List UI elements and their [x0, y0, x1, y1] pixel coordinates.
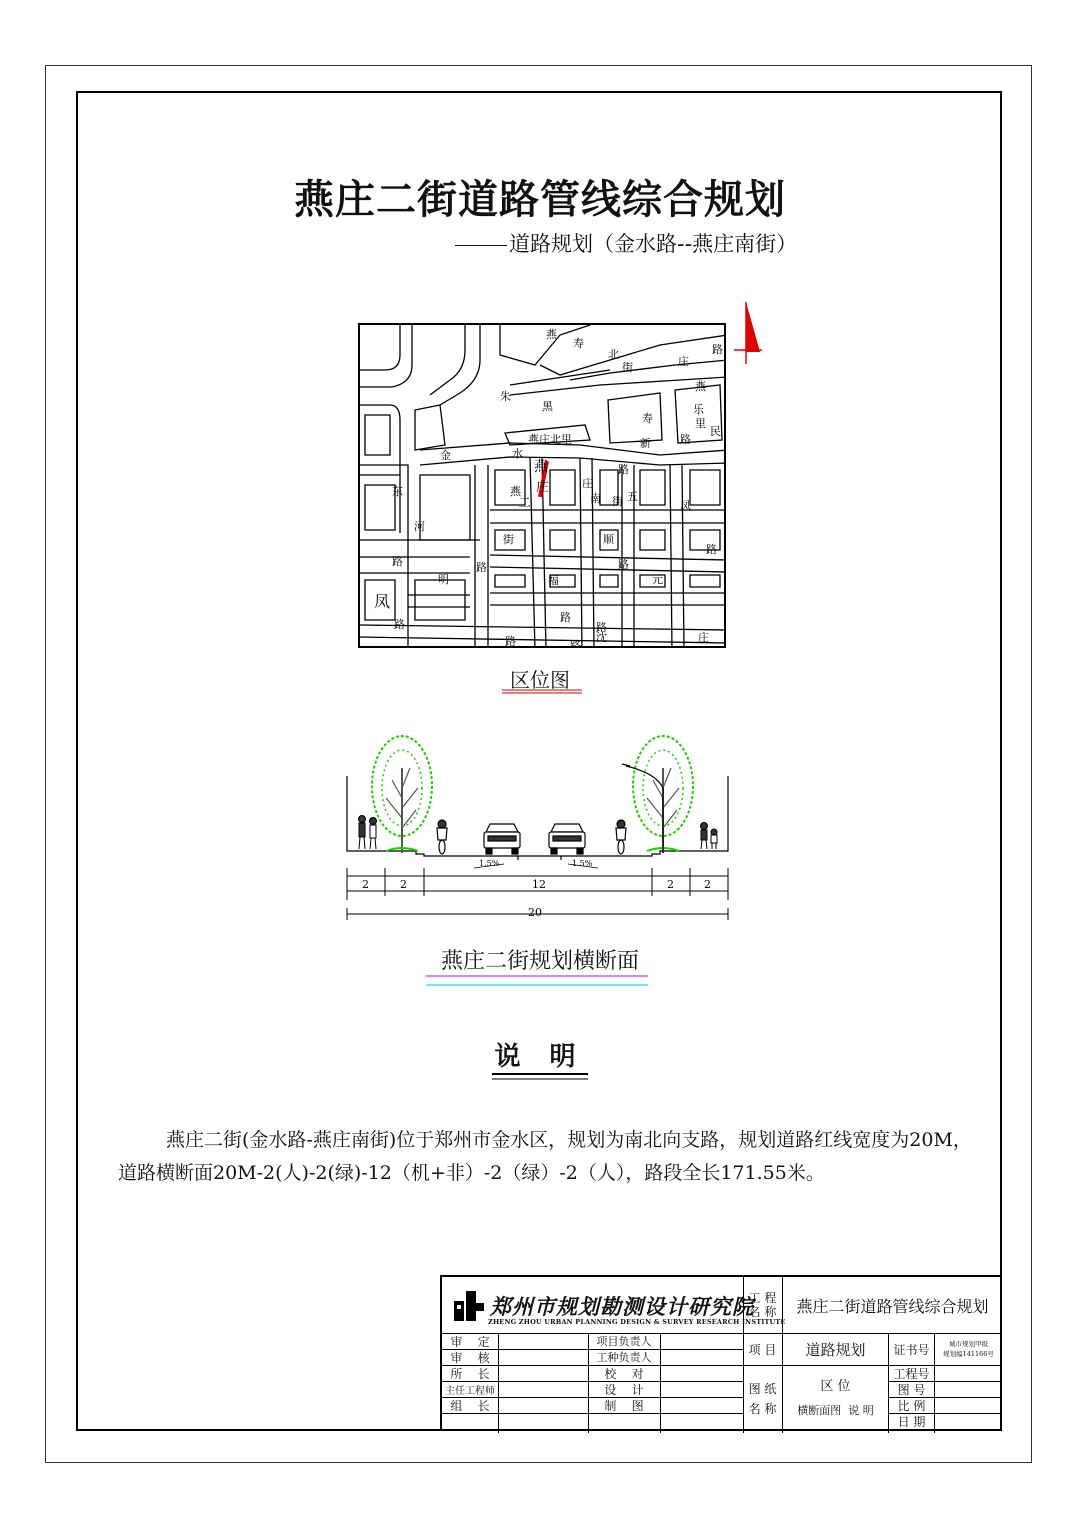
drawing-number-label: 图 号	[897, 1382, 926, 1397]
svg-text:燕: 燕	[510, 485, 521, 498]
description-heading-underline	[492, 1073, 588, 1081]
drawing-name-value-1: 区 位	[820, 1378, 851, 1394]
svg-text:河: 河	[414, 520, 425, 533]
svg-text:燕: 燕	[695, 380, 706, 393]
description-text: 燕庄二街(金水路-燕庄南街)位于郑州市金水区，规划为南北向支路，规划道路红线宽度为20M，道路横断面20M-2(人)-2(绿)-12（机+非）-2（绿）-2（人），路段全长171.55米。	[118, 1129, 972, 1184]
sign-label-design: 设 计	[604, 1382, 644, 1397]
svg-text:庄: 庄	[582, 477, 593, 490]
svg-text:路: 路	[706, 543, 717, 556]
svg-text:黑: 黑	[542, 400, 553, 413]
svg-text:福: 福	[548, 574, 559, 587]
car-left-icon	[484, 824, 520, 854]
sign-label-check: 校 对	[604, 1366, 644, 1381]
subtitle-dash	[455, 245, 507, 246]
svg-text:路: 路	[680, 433, 691, 446]
title-block	[440, 1275, 1002, 1431]
svg-text:新: 新	[640, 437, 651, 450]
svg-text:凤: 凤	[374, 592, 391, 611]
svg-text:路: 路	[618, 463, 629, 476]
svg-text:五: 五	[627, 490, 638, 503]
segment-label: 2	[667, 878, 674, 891]
svg-text:路: 路	[570, 639, 581, 650]
total-width-label: 20	[528, 906, 542, 919]
institute-name: 郑州市规划勘测设计研究院	[490, 1295, 754, 1319]
svg-text:北: 北	[608, 348, 619, 361]
sign-label-director: 所 长	[450, 1366, 490, 1381]
institute-logo-icon	[454, 1291, 484, 1321]
drawing-name-label: 图 纸 名 称	[748, 1382, 777, 1416]
svg-text:街: 街	[612, 495, 623, 508]
item-label: 项 目	[748, 1342, 777, 1357]
sign-label-project-lead: 项目负责人	[596, 1335, 652, 1348]
page-subtitle	[455, 228, 797, 258]
slope-left-label: 1.5%	[479, 859, 500, 868]
cross-section-drawing	[336, 728, 736, 928]
svg-text:民: 民	[710, 425, 721, 438]
sign-label-group-leader: 组 长	[450, 1398, 490, 1413]
cert-label: 证书号	[893, 1342, 930, 1357]
sign-label-discipline-lead: 工种负责人	[596, 1351, 652, 1364]
slope-right-label: 1.5%	[572, 859, 593, 868]
svg-text:燕: 燕	[534, 459, 548, 475]
svg-text:元: 元	[652, 573, 663, 586]
svg-text:燕庄北里: 燕庄北里	[528, 433, 572, 446]
cross-section-caption-underline	[426, 974, 648, 988]
svg-text:街: 街	[622, 361, 633, 374]
subtitle-text: 道路规划（金水路--燕庄南街）	[509, 232, 798, 256]
location-map-caption-underline	[502, 689, 582, 695]
project-name-value: 燕庄二街道路管线综合规划	[796, 1296, 989, 1316]
cross-section-caption: 燕庄二街规划横断面	[440, 949, 639, 974]
car-right-icon	[549, 824, 585, 854]
svg-text:庄: 庄	[536, 480, 550, 495]
svg-text:水: 水	[512, 447, 523, 460]
cyclist-right-icon	[616, 820, 626, 854]
svg-text:二: 二	[518, 496, 532, 511]
north-arrow-icon	[732, 300, 768, 366]
sign-label-review: 审 核	[450, 1350, 490, 1365]
cert-value: 城市规划甲级 规划编141166号	[943, 1340, 994, 1358]
svg-text:乐: 乐	[693, 403, 704, 416]
svg-text:路: 路	[392, 555, 403, 568]
svg-text:路: 路	[618, 558, 629, 571]
date-label: 日 期	[897, 1414, 926, 1429]
svg-text:顺: 顺	[603, 533, 614, 546]
svg-text:朱: 朱	[500, 390, 511, 403]
page-title: 燕庄二街道路管线综合规划	[294, 177, 786, 223]
svg-text:明: 明	[438, 573, 449, 586]
sign-label-drafting: 制 图	[604, 1398, 644, 1413]
location-map-caption: 区位图	[510, 668, 570, 692]
svg-text:路: 路	[476, 561, 487, 574]
location-map-roads	[360, 325, 726, 648]
segment-label: 2	[362, 878, 369, 891]
drawing-name-value-2: 横断面图 说 明	[797, 1404, 874, 1417]
svg-text:凤: 凤	[680, 499, 691, 512]
svg-text:路: 路	[394, 618, 405, 631]
project-name-label: 工 程 名 称	[748, 1291, 777, 1319]
svg-text:寿: 寿	[573, 337, 584, 350]
svg-text:燕: 燕	[546, 328, 557, 341]
svg-text:南: 南	[590, 492, 601, 505]
description-heading: 说 明	[494, 1042, 586, 1072]
svg-text:寿: 寿	[642, 412, 653, 425]
pedestrian-right-icon	[701, 823, 718, 850]
location-map	[358, 323, 726, 648]
svg-text:路: 路	[712, 343, 723, 356]
svg-text:庄: 庄	[698, 631, 709, 644]
svg-text:沈: 沈	[596, 631, 607, 644]
pedestrian-left-icon	[359, 816, 377, 850]
svg-text:金: 金	[440, 449, 451, 462]
svg-text:东: 东	[392, 485, 403, 498]
scale-label: 比 例	[897, 1398, 926, 1413]
svg-text:街: 街	[503, 533, 514, 546]
segment-label: 12	[532, 878, 546, 891]
svg-text:庄: 庄	[678, 355, 689, 368]
svg-text:路: 路	[505, 635, 516, 648]
segment-label: 2	[400, 878, 407, 891]
svg-text:里: 里	[695, 417, 706, 430]
tree-left-icon	[372, 736, 432, 853]
svg-text:路: 路	[596, 621, 607, 634]
sign-label-chief-engineer: 主任工程师	[445, 1385, 495, 1397]
project-number-label: 工程号	[893, 1366, 930, 1381]
sign-label-approve: 审 定	[450, 1334, 490, 1349]
street-lamp-icon	[622, 764, 663, 853]
institute-name-en: ZHENG ZHOU URBAN PLANNING DESIGN & SURVEY RESEARCH INSTITUTE	[488, 1318, 786, 1326]
segment-label: 2	[704, 878, 711, 891]
cyclist-left-icon	[437, 820, 447, 854]
item-value: 道路规划	[805, 1340, 866, 1359]
svg-text:路: 路	[560, 611, 571, 624]
